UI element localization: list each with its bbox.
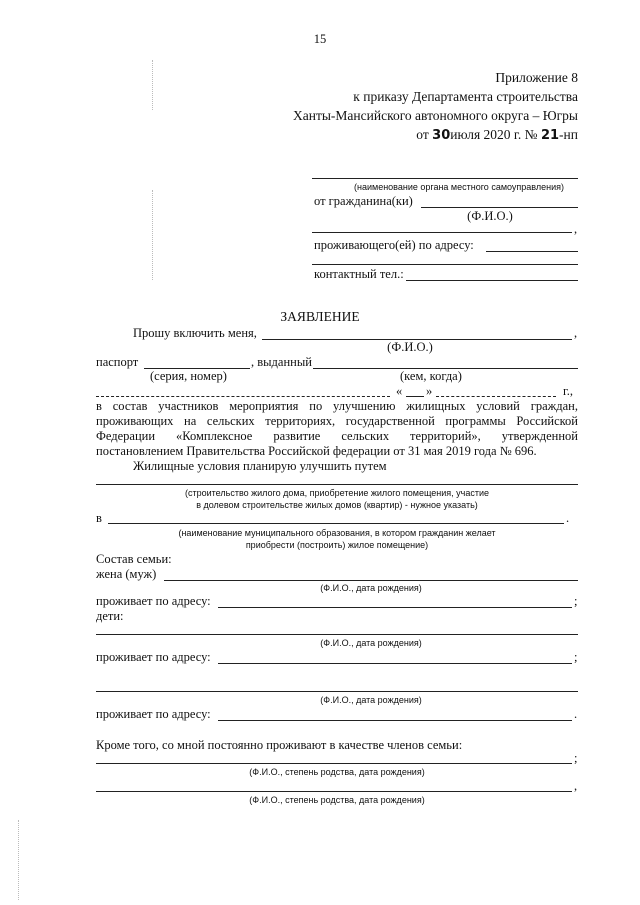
handwritten-day: 30 xyxy=(432,128,451,143)
fio-continuation-field[interactable] xyxy=(312,232,572,233)
relative-field[interactable] xyxy=(96,763,572,764)
issued-label: , выданный xyxy=(251,355,312,369)
phone-field[interactable] xyxy=(406,280,578,281)
child-address-label: проживает по адресу: xyxy=(96,707,211,721)
relative-caption: (Ф.И.О., степень родства, дата рождения) xyxy=(249,795,425,805)
relative-caption: (Ф.И.О., степень родства, дата рождения) xyxy=(249,767,425,777)
child-caption: (Ф.И.О., дата рождения) xyxy=(320,638,422,648)
relative-field[interactable] xyxy=(96,791,572,792)
address-continuation-field[interactable] xyxy=(312,264,578,265)
issued-caption: (кем, когда) xyxy=(400,369,462,383)
document-title: ЗАЯВЛЕНИЕ xyxy=(280,309,360,324)
authority-caption: (наименование органа местного самоуправления) xyxy=(354,182,564,192)
fio-caption: (Ф.И.О.) xyxy=(467,209,513,223)
spouse-caption: (Ф.И.О., дата рождения) xyxy=(320,583,422,593)
order-date-line: от 30июля 2020 г. № 21-нп xyxy=(416,127,578,143)
other-members-label: Кроме того, со мной постоянно проживают в качестве членов семьи: xyxy=(96,738,463,752)
child-field[interactable] xyxy=(96,634,578,635)
family-heading: Состав семьи: xyxy=(96,552,172,566)
body-text-line: постановлением Правительства Российской федерации от 31 мая 2019 года № 696. xyxy=(96,444,537,458)
issue-day-field[interactable] xyxy=(406,396,424,397)
spouse-label: жена (муж) xyxy=(96,567,157,581)
series-caption: (серия, номер) xyxy=(150,369,227,383)
improvement-method-label: Жилищные условия планирую улучшить путем xyxy=(133,459,387,473)
from-label: от гражданина(ки) xyxy=(314,194,413,208)
in-label: в xyxy=(96,511,102,525)
request-label: Прошу включить меня, xyxy=(133,326,257,340)
body-text-line: в состав участников мероприятия по улучшению жилищных условий граждан, xyxy=(96,399,578,413)
children-label: дети: xyxy=(96,609,124,623)
spouse-field[interactable] xyxy=(164,580,578,581)
page-number: 15 xyxy=(313,32,327,46)
region-name: Ханты-Мансийского автономного округа – Югры xyxy=(293,108,578,123)
phone-label: контактный тел.: xyxy=(314,267,404,281)
issued-by-continuation-field[interactable] xyxy=(96,396,390,397)
improvement-method-field[interactable] xyxy=(96,484,578,485)
body-text-line: Федерации «Комплексное развитие сельских территорий», утвержденной xyxy=(96,429,578,443)
method-caption: (строительство жилого дома, приобретение жилого помещения, участие xyxy=(185,488,489,498)
address-label: проживающего(ей) по адресу: xyxy=(314,238,474,252)
order-reference: к приказу Департамента строительства xyxy=(353,89,578,104)
spouse-address-label: проживает по адресу: xyxy=(96,594,211,608)
spouse-address-field[interactable] xyxy=(218,607,572,608)
method-caption: в долевом строительстве жилых домов (квартир) - нужное указать) xyxy=(196,500,478,510)
authority-field[interactable] xyxy=(312,178,578,179)
appendix-number: Приложение 8 xyxy=(495,70,578,85)
document-page: 15 Приложение 8 к приказу Департамента строительства Ханты-Мансийского автономного округа – Югры от 30июля 2020 г. № 21-нп (наименование органа местного самоуправления) от гражданина(ки) (Ф.И.О.) , проживающего(ей) по адресу: контактный тел.: ЗАЯВЛЕНИЕ Прошу включить меня, , (Ф.И.О.) паспорт , выданный (серия, номер) (кем, когда) « » г., в состав участников мероприятия по улучшению жилищных условий граждан, проживающих на сельских территориях, государственной программы Российской Федерации «Комплексное развитие сельских территорий», утвержденной постановлением Правительства Российской федерации от 31 мая 2019 года № 696. Жилищные условия планирую улучшить путем (строительство жилого дома, приобретение жилого помещения, участие в долевом строительстве жилых домов (квартир) - нужное указать) в . (наименование муниципального образования, в котором гражданин желает приобрести (построить) жилое помещение) Состав семьи: жена (муж) (Ф.И.О., дата рождения) проживает по адресу: ; дети: (Ф.И.О., дата рождения) проживает по адресу: ; (Ф.И.О., дата рождения) проживает по адресу: . Кроме того, со мной постоянно проживают в качестве членов семьи: ; (Ф.И.О., степень родства, дата рождения) , (Ф.И.О., степень родства, дата рождения) xyxy=(0,0,640,905)
child-field[interactable] xyxy=(96,691,578,692)
passport-label: паспорт xyxy=(96,355,139,369)
municipality-field[interactable] xyxy=(108,523,564,524)
issue-month-year-field[interactable] xyxy=(436,396,556,397)
scan-artifact xyxy=(152,190,153,280)
scan-artifact xyxy=(152,60,153,110)
handwritten-order-number: 21 xyxy=(540,128,560,143)
applicant-fio-caption: (Ф.И.О.) xyxy=(387,340,433,354)
scan-artifact xyxy=(18,820,19,900)
child-address-label: проживает по адресу: xyxy=(96,650,211,664)
municipality-caption: приобрести (построить) жилое помещение) xyxy=(245,540,429,550)
municipality-caption: (наименование муниципального образования, в котором гражданин желает xyxy=(178,528,496,538)
child-caption: (Ф.И.О., дата рождения) xyxy=(320,695,422,705)
from-fio-field[interactable] xyxy=(421,207,578,208)
body-text-line: проживающих на сельских территориях, государственной программы Российской xyxy=(96,414,578,428)
child-address-field[interactable] xyxy=(218,663,572,664)
child-address-field[interactable] xyxy=(218,720,572,721)
address-field[interactable] xyxy=(486,251,578,252)
